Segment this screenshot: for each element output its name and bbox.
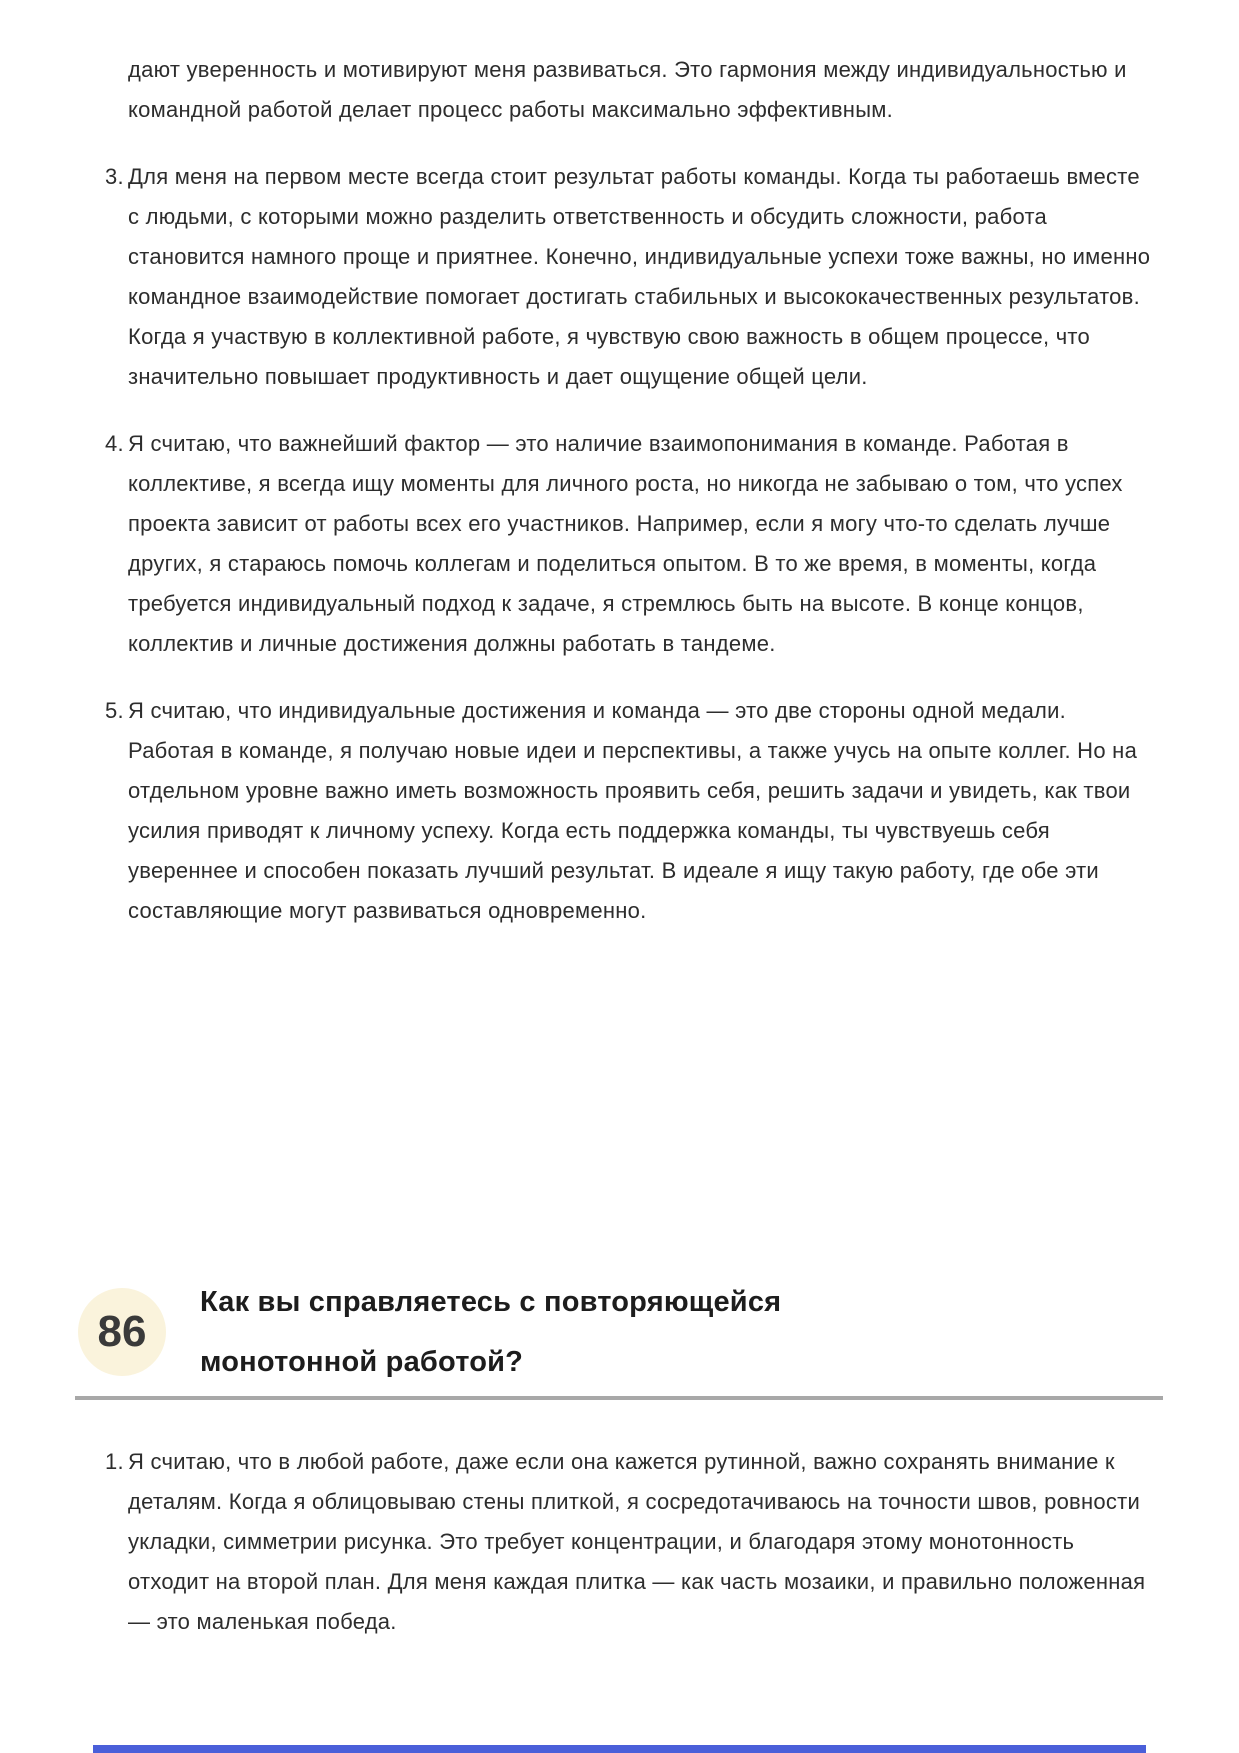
list-item-text: Я считаю, что индивидуальные достижения и команда — это две стороны одной медали. Работая в команде, я получаю новые идеи и перспективы, а также учусь на опыте коллег. Но на отдельном уровне важно иметь возможность проявить себя, решить задачи и увидеть, как твои усилия приводят к личному успеху. Когда есть поддержка команды, ты чувствуешь себя увереннее и способен показать лучший результат. В идеале я ищу такую работу, где обе эти составляющие могут развиваться одновременно.	[128, 698, 1138, 923]
answers-list-current	[105, 1442, 1152, 1669]
list-item	[105, 1442, 1152, 1642]
question-number-badge	[78, 1288, 166, 1376]
list-item-number: 4.	[105, 431, 124, 456]
section-divider	[75, 1396, 1163, 1400]
list-item	[105, 691, 1152, 931]
list-item-text: Я считаю, что в любой работе, даже если она кажется рутинной, важно сохранять внимание к деталям. Когда я облицовываю стены плиткой, я сосредотачиваюсь на точности швов, ровности укладки, симметрии рисунка. Это требует концентрации, и благодаря этому монотонность отходит на второй план. Для меня каждая плитка — как часть мозаики, и правильно положенная — это маленькая победа.	[128, 1449, 1146, 1634]
list-item-number: 3.	[105, 164, 124, 189]
list-item	[105, 157, 1152, 397]
list-item-text: Я считаю, что важнейший фактор — это наличие взаимопонимания в команде. Работая в коллективе, я всегда ищу моменты для личного роста, но никогда не забываю о том, что успех проекта зависит от работы всех его участников. Например, если я могу что-то сделать лучше других, я стараюсь помочь коллегам и поделиться опытом. В то же время, в моменты, когда требуется индивидуальный подход к задаче, я стремлюсь быть на высоте. В конце концов, коллектив и личные достижения должны работать в тандеме.	[128, 431, 1123, 656]
question-title-line-1: Как вы справляетесь с повторяющейся	[200, 1286, 782, 1318]
answers-list-previous	[105, 50, 1152, 958]
question-title-line-2: монотонной работой?	[200, 1346, 524, 1378]
list-item-number: 5.	[105, 698, 124, 723]
next-section-accent-bar	[93, 1745, 1146, 1753]
list-item-number: 1.	[105, 1449, 124, 1474]
question-number: 86	[97, 1307, 147, 1356]
list-item	[105, 424, 1152, 664]
question-header	[0, 1272, 1239, 1392]
question-title	[200, 1272, 1239, 1392]
paragraph-continuation: дают уверенность и мотивируют меня развиваться. Это гармония между индивидуальностью и командной работой делает процесс работы максимально эффективным.	[128, 57, 1127, 122]
list-item-text: Для меня на первом месте всегда стоит результат работы команды. Когда ты работаешь вместе с людьми, с которыми можно разделить ответственность и обсудить сложности, работа становится намного проще и приятнее. Конечно, индивидуальные успехи тоже важны, но именно командное взаимодействие помогает достигать стабильных и высококачественных результатов. Когда я участвую в коллективной работе, я чувствую свою важность в общем процессе, что значительно повышает продуктивность и дает ощущение общей цели.	[128, 164, 1151, 389]
